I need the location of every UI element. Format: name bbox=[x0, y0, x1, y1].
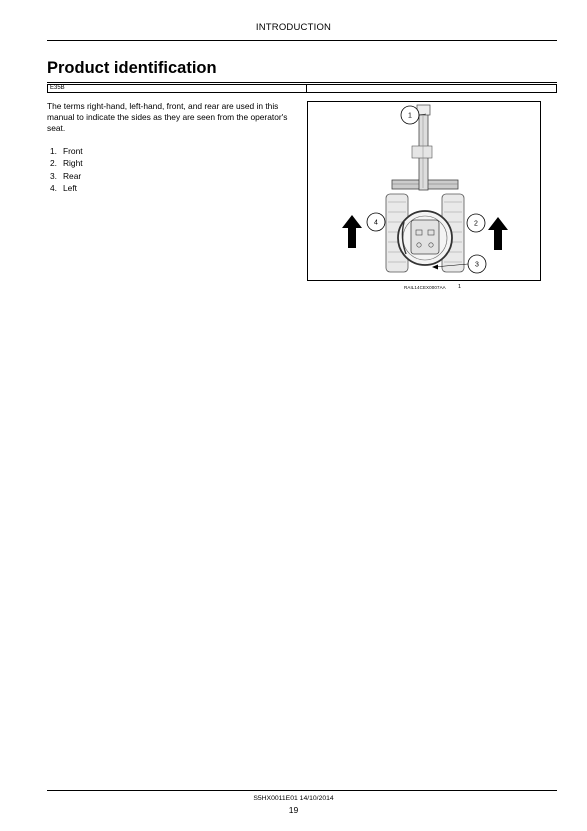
list-item bbox=[50, 157, 83, 169]
list-item bbox=[50, 145, 83, 157]
callout-4-marker bbox=[367, 213, 385, 231]
list-item bbox=[50, 182, 83, 194]
model-cell: E35B bbox=[48, 85, 307, 92]
list-label: Front bbox=[63, 146, 83, 156]
arrow-up-right-icon bbox=[488, 217, 508, 250]
footer-document-id: S5HX0011E01 14/10/2014 bbox=[253, 795, 334, 802]
list-number: 2. bbox=[50, 158, 57, 169]
list-number: 1. bbox=[50, 146, 57, 156]
list-label: Rear bbox=[63, 170, 82, 181]
header-divider bbox=[47, 40, 557, 41]
model-cell-empty bbox=[307, 85, 556, 92]
model-applicability-table bbox=[47, 84, 557, 93]
callout-1-label: 1 bbox=[408, 112, 412, 120]
figure-number: 1 bbox=[458, 284, 462, 290]
intro-paragraph: The terms right-hand, left-hand, front, and rear are used in this manual to indicate the sides as they are seen from the operator's seat. bbox=[47, 101, 288, 134]
running-header: INTRODUCTION bbox=[255, 22, 332, 33]
title-divider bbox=[47, 82, 557, 83]
page-title: Product identification bbox=[47, 59, 217, 77]
list-label: Left bbox=[63, 183, 77, 194]
operator-cab bbox=[411, 220, 439, 254]
list-number: 4. bbox=[50, 183, 57, 194]
page-number: 19 bbox=[288, 805, 299, 815]
callout-3-label: 3 bbox=[475, 261, 479, 269]
machine-orientation-figure bbox=[307, 101, 541, 281]
callout-2-label: 2 bbox=[474, 220, 478, 228]
list-number: 3. bbox=[50, 170, 57, 181]
list-label: Right bbox=[63, 158, 83, 169]
arrow-up-left-icon bbox=[342, 215, 362, 248]
excavator-top-view-illustration bbox=[308, 102, 542, 282]
figure-caption: RAIL14CEX0007AA bbox=[404, 285, 446, 290]
orientation-list bbox=[50, 145, 83, 195]
footer-divider bbox=[47, 790, 557, 791]
list-item bbox=[50, 170, 83, 182]
callout-4-label: 4 bbox=[374, 219, 378, 227]
callout-2-marker bbox=[467, 214, 485, 232]
